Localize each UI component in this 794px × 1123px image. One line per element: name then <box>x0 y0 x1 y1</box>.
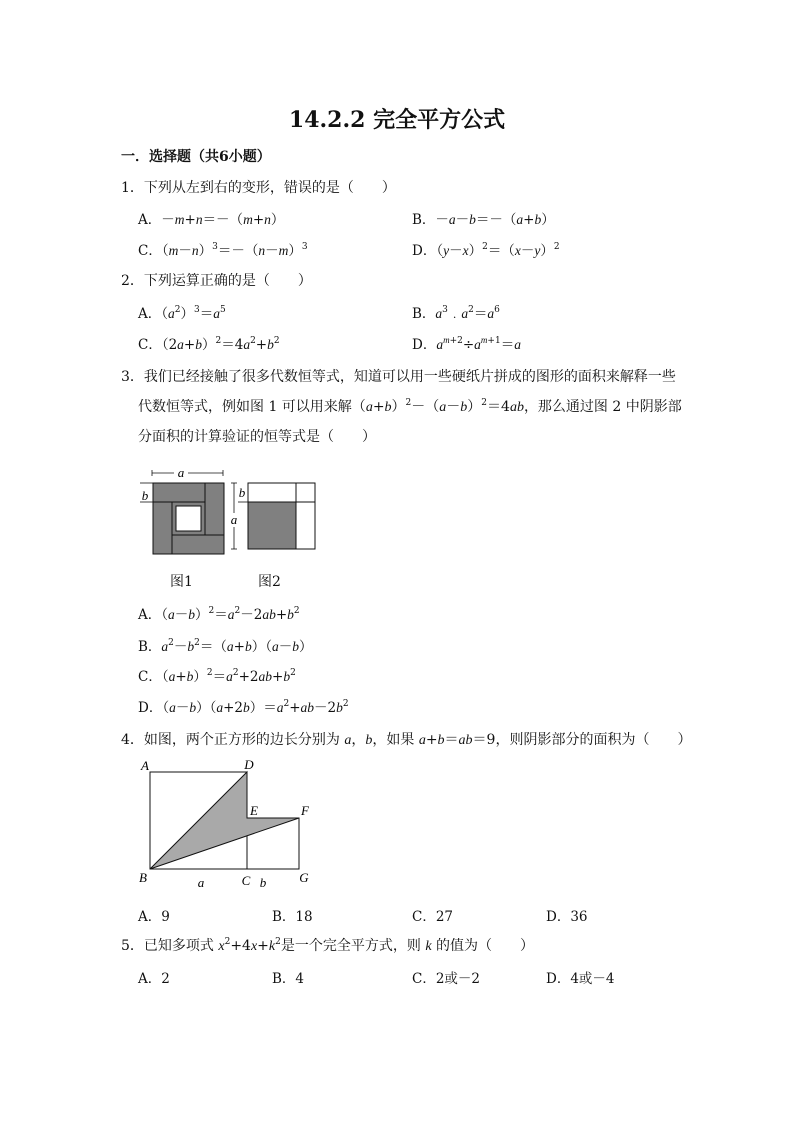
label-b: b <box>259 875 267 890</box>
fig1-label-a: a <box>177 465 185 480</box>
q3-option-c[interactable]: C．$(a+b)^2=a^2+2ab+b^2$ <box>138 668 296 685</box>
label-A: A <box>141 758 149 773</box>
q5-option-a[interactable]: A．2 <box>138 971 170 987</box>
q2-option-d[interactable]: D．$a^{m+2}\div a^{m+1}=a$ <box>412 335 521 353</box>
section-heading: 一．选择题（共6小题） <box>121 149 271 165</box>
q3-stem-line3: 分面积的计算验证的恒等式是（ ） <box>138 429 376 445</box>
q3-option-d[interactable]: D．$(a-b)(a+2b)=a^2+ab-2b^2$ <box>138 699 349 716</box>
q3-stem-line2: 代数恒等式，例如图 1 可以用来解$(a+b)^2-(a-b)^2=4ab$，那么通过图 2 中阴影部 <box>138 398 682 415</box>
q1-option-a[interactable]: A．－m+n＝－（m+n） <box>138 212 285 228</box>
shaded-region <box>150 772 299 869</box>
figure-1 <box>140 465 224 554</box>
label-D: D <box>244 757 254 772</box>
q3-option-a[interactable]: A．$(a-b)^2=a^2-2ab+b^2$ <box>138 606 300 623</box>
q4-option-b[interactable]: B．18 <box>272 909 313 925</box>
label-G: G <box>299 870 309 885</box>
fig2-label-a: a <box>230 512 238 527</box>
q4-option-d[interactable]: D．36 <box>546 909 588 925</box>
q1-option-d[interactable]: D．$(y-x)^2=(x-y)^2$ <box>412 242 560 259</box>
q1-stem: 1．下列从左到右的变形，错误的是（ ） <box>121 180 396 196</box>
q2-stem: 2．下列运算正确的是（ ） <box>121 273 312 289</box>
figure-2 <box>228 483 315 549</box>
q3-stem-line1: 3．我们已经接触了很多代数恒等式，知道可以用一些硬纸片拼成的图形的面积来解释一些 <box>121 369 676 385</box>
q3-figures <box>135 465 335 565</box>
fig2-label-b: b <box>238 485 246 500</box>
page-title: 14.2.2 完全平方公式 <box>288 107 506 133</box>
q4-figure <box>135 755 315 895</box>
q1-option-b[interactable]: B．－a－b＝－（a+b） <box>412 212 555 228</box>
label-C: C <box>241 873 251 888</box>
q5-stem: 5．已知多项式 $x^2+4x+k^2$是一个完全平方式，则 k 的值为（ ） <box>121 937 534 954</box>
q2-option-a[interactable]: A．$(a^2)^3=a^5$ <box>138 305 226 322</box>
q5-option-b[interactable]: B．4 <box>272 971 305 987</box>
q2-option-b[interactable]: B．$a^3﹒a^2=a^6$ <box>412 305 500 322</box>
q4-stem: 4．如图，两个正方形的边长分别为 a，b，如果 a+b＝ab＝9，则阴影部分的面积为（ ） <box>121 732 692 748</box>
label-F: F <box>301 803 309 818</box>
q4-option-a[interactable]: A．9 <box>138 909 170 925</box>
q3-option-b[interactable]: B．$a^2-b^2=(a+b)(a-b)$ <box>138 638 313 655</box>
q5-option-d[interactable]: D．4或－4 <box>546 971 615 987</box>
fig1-label-b: b <box>141 488 149 503</box>
figure-2-caption: 图2 <box>258 574 281 590</box>
q4-option-c[interactable]: C．27 <box>412 909 454 925</box>
q5-option-c[interactable]: C．2或－2 <box>412 971 481 987</box>
q1-option-c[interactable]: C．$(m-n)^3=-(n-m)^3$ <box>138 242 308 259</box>
label-a: a <box>197 875 205 890</box>
figure-1-caption: 图1 <box>170 574 193 590</box>
q2-option-c[interactable]: C．$(2a+b)^2=4a^2+b^2$ <box>138 336 280 353</box>
label-B: B <box>139 870 147 885</box>
label-E: E <box>250 803 258 818</box>
